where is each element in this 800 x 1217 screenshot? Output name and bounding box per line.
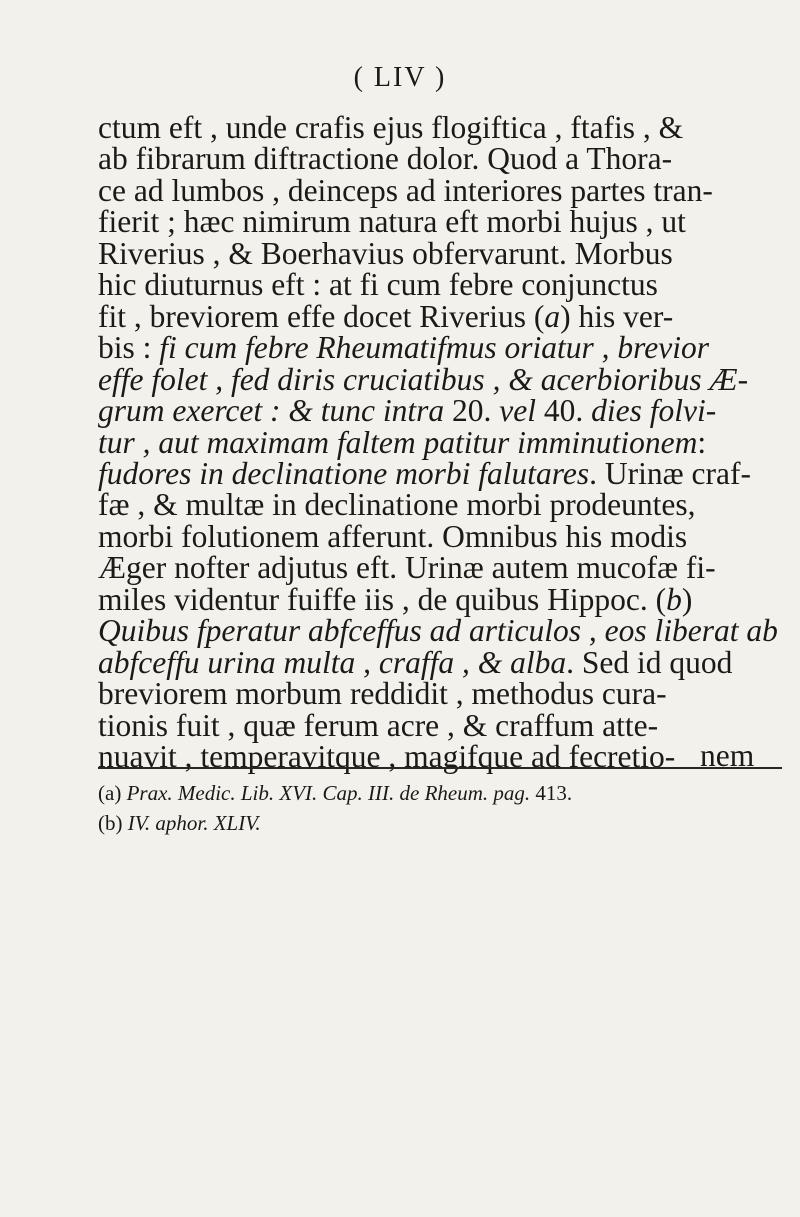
text-run: fierit ; hæc nimirum natura eft morbi hujus , ut [98,204,686,240]
italic-run: fi cum febre Rheumatifmus oriatur , brevior [159,330,709,366]
text-run: bis : [98,330,160,366]
text-run: ctum eft , unde crafis ejus flogiftica , ftafis , & [98,110,684,145]
footnote-marker: (a) [98,781,127,805]
text-run: breviorem morbum reddidit , methodus cura- [98,676,667,712]
text-run: Æger nofter adjutus eft. Urinæ autem mucofæ fi- [98,550,716,586]
text-run: ab fibrarum diftractione dolor. Quod a Thora- [98,141,673,177]
catchword: nem [700,738,755,773]
text-run: 20. [452,393,500,429]
italic-run: tur , aut maximam faltem patitur imminutionem [98,424,698,460]
italic-run: grum exercet : & tunc intra [98,393,452,429]
text-run: hic diuturnus eft : at fi cum febre conjunctus [98,267,658,303]
footnotes [98,778,572,838]
footnote-marker: 413. [535,781,573,805]
text-run: tionis fuit , quæ ferum acre , & craffum atte- [98,707,659,743]
text-run: morbi folutionem afferunt. Omnibus his modis [98,518,688,554]
text-run: . Urinæ craf- [589,455,751,491]
text-run: ) his ver- [560,298,674,334]
footnote-citation: Prax. Medic. Lib. XVI. Cap. III. de Rheum. pag. [126,781,536,805]
italic-run: b [666,581,682,617]
page-number: ( LIV ) [353,62,447,93]
footnote-marker: (b) [98,811,128,835]
italic-run: fudores in declinatione morbi falutares [98,455,590,491]
text-run: miles videntur fuiffe iis , de quibus Hippoc. ( [98,581,667,617]
italic-run: abfceffu urina multa , craffa , & alba [98,644,567,680]
italic-run: vel [499,393,544,429]
text-run: Riverius , & Boerhavius obfervarunt. Morbus [98,235,673,271]
footnote-citation: IV. aphor. XLIV. [127,811,261,835]
footnote [98,778,572,808]
italic-run: dies folvi- [591,393,717,429]
footnote [98,808,572,838]
italic-run: effe folet , fed diris cruciatibus , & acerbioribus Æ- [98,361,749,397]
footnote-rule [98,767,782,769]
italic-run: a [544,298,561,334]
text-run: : [697,424,707,460]
text-run: 40. [543,393,592,429]
text-run: nuavit , temperavitque , magifque ad fecretio- [98,739,676,774]
text-line [98,739,788,775]
text-run: . Sed id quod [566,644,733,680]
text-run: fæ , & multæ in declinatione morbi prodeuntes, [98,487,696,523]
text-run: ce ad lumbos , deinceps ad interiores partes tran- [98,172,713,208]
text-run: ) [681,581,693,617]
italic-run: Quibus fperatur abfceffus ad articulos , eos liberat ab [98,613,778,649]
text-run: fit , breviorem effe docet Riverius ( [98,298,545,334]
